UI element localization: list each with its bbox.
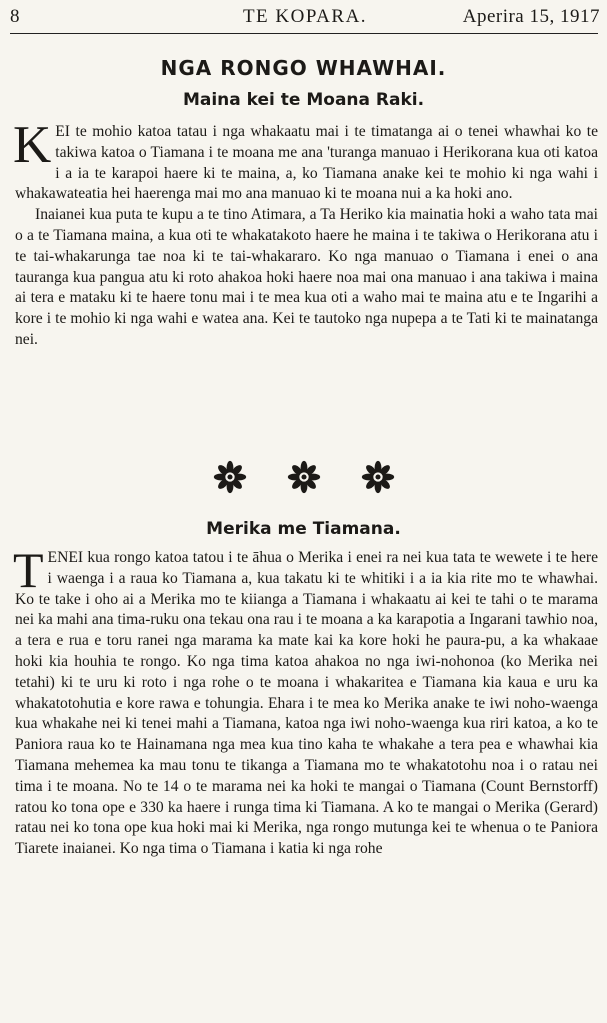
flower-ornament-icon [361,460,395,494]
article-paragraph: Inaianei kua puta te kupu a te tino Atimara, a Ta Heriko kia mainatia hoki a waho tata mai o a te Tiamana maina, a kua oti te whakatakoto haere he maina i te takiwa o Herikorana atu i te tai-whakarunga tae noa ki te tai-whakararo. Ko nga manuao o Tiamana i enei o ana tauranga kua pangua atu ki roto ahakoa hoki haere noa mai ona manuao i ana takiwa i maina ai tera e mataku ki te haere tonu mai i te mea kua oti a waho mai te maina atu e te Ingarihi a kore i te mohio ki nga wahi e watea ana. Kei te tautoko nga nupepa a te Tati ki te mainatanga nei. [15,206,598,348]
flower-ornament-icon [287,460,321,494]
section-title-merika: Merika me Tiamana. [206,519,401,539]
header-rule [10,33,598,34]
article-maina [13,116,598,351]
drop-cap: T [13,542,44,598]
section-title-maina: Maina kei te Moana Raki. [182,90,425,110]
paragraph-text: EI te mohio katoa tatau i nga whakaatu mai i te timatanga ai o tenei whawhai ko te takiwa katoa o Tiamana i te moana me ana 'turanga manuao i Herikorana kua oti katoa i a ia te karapoi haere ki te maina, a, ko Tiamana anake kei te mohio ki nga wahi i whakawateatia hei haerenga mai mo ana manuao ki te moana nui a ka hoki ano. [15,123,598,203]
article-paragraph [13,116,598,205]
article-paragraph [13,542,598,860]
publication-title: TE KOPARA. [242,6,368,27]
page-number: 8 [10,6,20,27]
drop-cap: K [13,116,52,174]
flower-ornament-icon [213,460,247,494]
page-headline: NGA RONGO WHAWHAI. [160,56,447,80]
ornament-divider [0,460,607,500]
paragraph-text: ENEI kua rongo katoa tatou i te āhua o Merika i enei ra nei kua tata te wewete i te here i waenga i a raua ko Tiamana a, kua takatu ki te whitiki i a ia kia rite mo te whawhai. Ko te take i oho ai a Merika mo te kiianga a Tiamana i whakaatu ai kei te tahi o te marama nei ka mahi ana tima-ruku ona tekau ona rau i te moana a ka karapotia a Ingarani tawhio noa, a tera e rua e toru ranei nga marama ka mate kai ka kore hoki he paura-pu, a ka whakaae hoki kia houhia te rongo. Ko nga tima katoa ahakoa no nga iwi-nohonoa (ko Merika nei tetahi) ki te uru ki roto i nga rohe o te moana i whakaritea e Tiamana kia kaua e uru ka whakatotohutia e kore rawa e tohungia. Ehara i te mea ko Merika anake te iwi noho-waenga kua whakahe nei ki tenei mahi a Tiamana, katoa nga iwi noho-waenga kua riri katoa, a ko te Paniora raua ko te Hainamana nga mea kua tino kaha te whakahe a tera pea e whawhai kia Tiamana mehemea ka mau tonu te tikanga a Tiamana mo te whakatotohu noa i o ratau nei tima i te moana. No te 14 o te marama nei ka hoki te mangai o Tiamana (Count Bernstorff) ratou ko tona ope e 330 ka haere i runga tima ki Tiamana. A ko te mangai o Merika (Gerard) ratau nei ko tona ope kua hoki mai ki Merika, nga rongo mutunga kei te whenua o te Paniora Tiarete inaianei. Ko nga tima o Tiamana i katia ki nga rohe [15,549,598,858]
running-header [10,4,600,30]
article-merika [13,542,598,860]
issue-date: Aperira 15, 1917 [462,6,600,27]
